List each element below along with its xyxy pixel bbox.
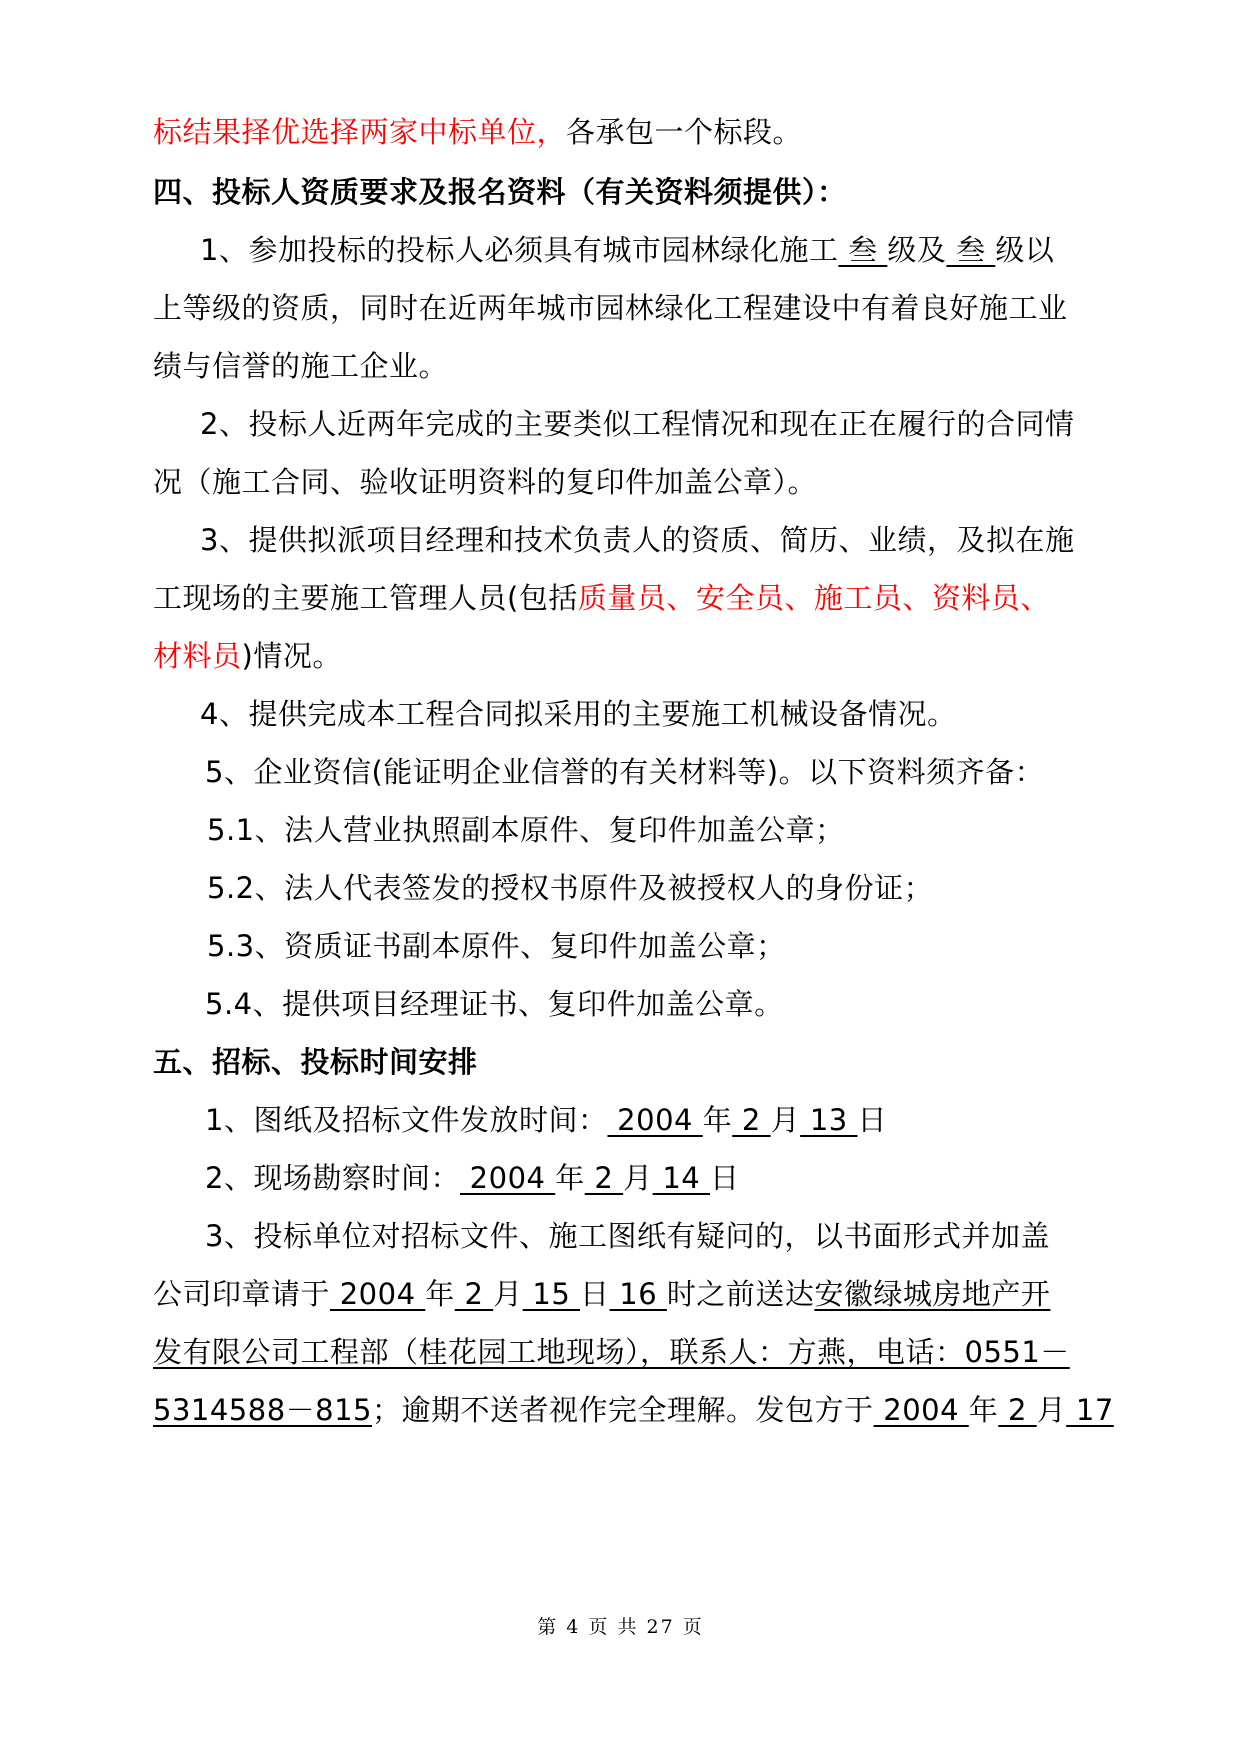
filled-day: 15 xyxy=(522,1277,581,1311)
filled-day: 17 xyxy=(1066,1393,1114,1427)
paragraph-line: 4、提供完成本工程合同拟采用的主要施工机械设备情况。 xyxy=(200,697,957,731)
body-text: 日 xyxy=(580,1277,610,1311)
filled-year: 2004 xyxy=(607,1103,703,1137)
filled-address: 安徽绿城房地产开 xyxy=(814,1277,1051,1311)
body-text: 年 xyxy=(555,1161,585,1195)
paragraph-line xyxy=(153,1332,1070,1372)
body-text: 日 xyxy=(709,1161,740,1195)
filled-address: 发有限公司工程部（桂花园工地现场），联系人：方燕，电话：0551－ xyxy=(153,1335,1070,1369)
paragraph-line xyxy=(200,230,1054,270)
body-text: 年 xyxy=(425,1277,455,1311)
paragraph-line: 3、提供拟派项目经理和技术负责人的资质、简历、业绩，及拟在施 xyxy=(200,523,1075,557)
filled-month: 2 xyxy=(732,1103,771,1137)
filled-month: 2 xyxy=(998,1393,1037,1427)
list-item: 5.4、提供项目经理证书、复印件加盖公章。 xyxy=(205,987,784,1021)
filled-month: 2 xyxy=(454,1277,494,1311)
filled-grade: 叁 xyxy=(838,233,888,267)
body-text: 1、参加投标的投标人必须具有城市园林绿化施工 xyxy=(200,233,839,267)
highlighted-text: 标结果择优选择两家中标单位， xyxy=(153,115,567,149)
body-text: 公司印章请于 xyxy=(153,1277,331,1311)
body-text: 时之前送达 xyxy=(666,1277,815,1311)
list-item: 5.1、法人营业执照副本原件、复印件加盖公章； xyxy=(207,813,845,847)
section-heading-4: 四、投标人资质要求及报名资料（有关资料须提供）： xyxy=(153,175,847,209)
schedule-line xyxy=(205,1100,887,1140)
body-text: 2、现场勘察时间： xyxy=(205,1161,460,1195)
paragraph-line: 上等级的资质，同时在近两年城市园林绿化工程建设中有着良好施工业 xyxy=(153,291,1068,325)
filled-day: 13 xyxy=(800,1103,858,1137)
body-text: 1、图纸及招标文件发放时间： xyxy=(205,1103,608,1137)
body-text: 级以 xyxy=(995,233,1055,267)
list-item: 5.2、法人代表签发的授权书原件及被授权人的身份证； xyxy=(207,871,934,905)
body-text: 月 xyxy=(623,1161,653,1195)
paragraph-line xyxy=(153,578,1050,618)
paragraph-line: 5、企业资信(能证明企业信誉的有关材料等)。以下资料须齐备： xyxy=(205,755,1045,789)
paragraph-line xyxy=(153,636,342,676)
body-text: 各承包一个标段。 xyxy=(566,115,803,149)
body-text: 月 xyxy=(1036,1393,1067,1427)
paragraph-line: 绩与信誉的施工企业。 xyxy=(153,349,449,383)
filled-year: 2004 xyxy=(330,1277,426,1311)
filled-year: 2004 xyxy=(873,1393,969,1427)
highlighted-text: 质量员、安全员、施工员、资料员、 xyxy=(577,581,1050,615)
paragraph-line: 3、投标单位对招标文件、施工图纸有疑问的，以书面形式并加盖 xyxy=(205,1219,1050,1253)
body-text: 年 xyxy=(702,1103,733,1137)
body-text: 月 xyxy=(770,1103,801,1137)
body-text: )情况。 xyxy=(241,639,342,673)
body-text: 年 xyxy=(968,1393,999,1427)
schedule-line xyxy=(205,1158,739,1198)
paragraph-line xyxy=(153,112,802,152)
body-text: ；逾期不送者视作完全理解。发包方于 xyxy=(372,1393,874,1427)
filled-day: 14 xyxy=(652,1161,710,1195)
paragraph-line: 2、投标人近两年完成的主要类似工程情况和现在正在履行的合同情 xyxy=(200,407,1075,441)
filled-hour: 16 xyxy=(609,1277,667,1311)
filled-grade: 叁 xyxy=(946,233,996,267)
paragraph-line xyxy=(153,1274,1050,1314)
section-heading-5: 五、招标、投标时间安排 xyxy=(153,1045,478,1079)
paragraph-line: 况（施工合同、验收证明资料的复印件加盖公章）。 xyxy=(153,465,818,499)
highlighted-text: 材料员 xyxy=(153,639,242,673)
filled-year: 2004 xyxy=(459,1161,556,1195)
body-text: 级及 xyxy=(887,233,947,267)
filled-phone: 5314588－815 xyxy=(153,1393,373,1427)
list-item: 5.3、资质证书副本原件、复印件加盖公章； xyxy=(207,929,786,963)
filled-month: 2 xyxy=(584,1161,624,1195)
page-footer: 第 4 页 共 27 页 xyxy=(537,1616,704,1638)
body-text: 工现场的主要施工管理人员(包括 xyxy=(153,581,578,615)
body-text: 日 xyxy=(857,1103,887,1137)
body-text: 月 xyxy=(493,1277,523,1311)
paragraph-line xyxy=(153,1390,1114,1430)
